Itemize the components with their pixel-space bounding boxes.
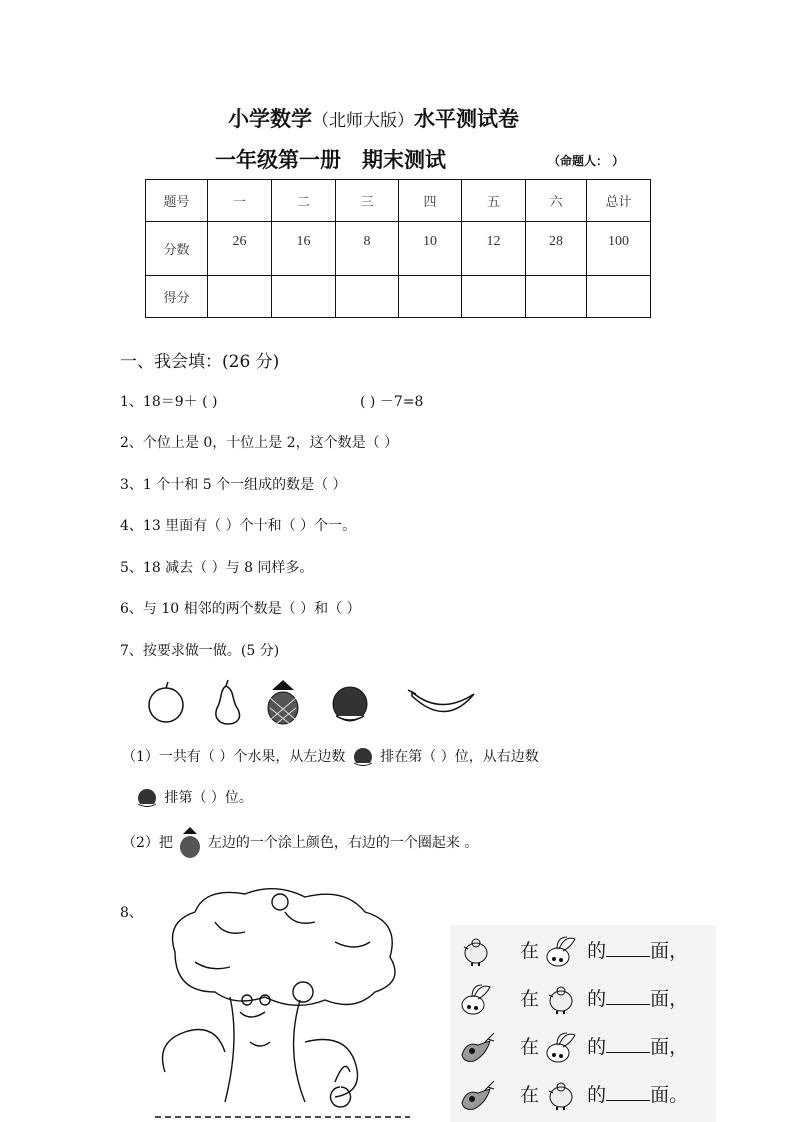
score-input-cell[interactable] xyxy=(336,276,399,318)
text: 在 xyxy=(520,1036,540,1058)
question-8-label: 8、 xyxy=(120,905,143,921)
table-cell: 题号 xyxy=(146,180,208,222)
table-cell: 分数 xyxy=(146,222,208,276)
score-input-cell[interactable] xyxy=(208,276,272,318)
table-cell: 三 xyxy=(336,180,399,222)
table-cell: 四 xyxy=(399,180,462,222)
chick-icon xyxy=(545,1079,581,1113)
banana-icon xyxy=(408,690,474,712)
text: 排在第（ ）位，从右边数 xyxy=(380,749,539,765)
table-cell: 16 xyxy=(272,222,336,276)
text: （2）把 xyxy=(122,835,173,851)
answer-blank[interactable] xyxy=(606,1004,650,1005)
exam-title xyxy=(228,103,519,133)
score-input-cell[interactable] xyxy=(462,276,526,318)
question-7-part1-cont xyxy=(134,786,253,810)
position-row xyxy=(460,1079,688,1113)
text: 面。 xyxy=(650,1084,689,1106)
question-4: 4、13 里面有（ ）个十和（ ）个一。 xyxy=(120,518,357,534)
answer-blank[interactable] xyxy=(606,956,650,957)
text: 左边的一个涂上颜色，右边的一个圈起来 。 xyxy=(207,835,479,851)
tree-illustration xyxy=(155,882,415,1122)
text: 面， xyxy=(650,940,689,962)
text: 在 xyxy=(520,940,540,962)
text: 的 xyxy=(587,988,607,1010)
text: 排第（ ）位。 xyxy=(164,790,253,806)
question-2: 2、个位上是 0，十位上是 2，这个数是（ ） xyxy=(120,435,399,451)
chick-icon xyxy=(460,935,496,969)
question-1b: ( ) －7=8 xyxy=(360,394,424,410)
peach-icon xyxy=(350,745,376,769)
score-input-cell[interactable] xyxy=(272,276,336,318)
text: （1）一共有（ ）个水果，从左边数 xyxy=(122,749,346,765)
text: 的 xyxy=(587,940,607,962)
rabbit-icon xyxy=(460,983,496,1017)
question-7-part1 xyxy=(122,745,539,769)
table-cell: 8 xyxy=(336,222,399,276)
question-1a: 1、18＝9＋ ( ) xyxy=(120,394,218,410)
text: 在 xyxy=(520,1084,540,1106)
exam-subtitle: 一年级第一册 期末测试 xyxy=(215,148,446,172)
text: 面， xyxy=(650,1036,689,1058)
table-cell: 五 xyxy=(462,180,526,222)
question-7: 7、按要求做一做。(5 分) xyxy=(120,643,280,659)
table-cell: 10 xyxy=(399,222,462,276)
score-input-cell[interactable] xyxy=(587,276,651,318)
text: 在 xyxy=(520,988,540,1010)
peach-icon xyxy=(333,687,367,721)
score-input-cell[interactable] xyxy=(526,276,587,318)
rabbit-icon xyxy=(545,1031,581,1065)
table-cell: 一 xyxy=(208,180,272,222)
title-edition: （北师大版） xyxy=(312,111,414,131)
question-6: 6、与 10 相邻的两个数是（ ）和（ ） xyxy=(120,601,361,617)
question-5: 5、18 减去（ ）与 8 同样多。 xyxy=(120,560,314,576)
question-3: 3、1 个十和 5 个一组成的数是（ ） xyxy=(120,477,347,493)
title-part: 水平测试卷 xyxy=(414,107,519,131)
section-heading: 一、我会填：(26 分) xyxy=(120,352,280,372)
table-cell: 28 xyxy=(526,222,587,276)
table-cell: 六 xyxy=(526,180,587,222)
author-label: （命题人： ） xyxy=(548,154,625,168)
table-row xyxy=(146,276,651,318)
text: 的 xyxy=(587,1084,607,1106)
answer-blank[interactable] xyxy=(606,1052,650,1053)
table-cell: 得分 xyxy=(146,276,208,318)
table-cell: 12 xyxy=(462,222,526,276)
score-input-cell[interactable] xyxy=(399,276,462,318)
deer-icon xyxy=(460,1031,496,1065)
apple-icon xyxy=(149,682,183,722)
rabbit-icon xyxy=(545,935,581,969)
fruit-row xyxy=(140,678,480,726)
table-cell: 100 xyxy=(587,222,651,276)
table-cell: 26 xyxy=(208,222,272,276)
position-row xyxy=(460,935,688,969)
table-row xyxy=(146,222,651,276)
question-7-part2 xyxy=(122,826,478,860)
text: 的 xyxy=(587,1036,607,1058)
pear-icon xyxy=(216,680,240,724)
position-row xyxy=(460,1031,688,1065)
answer-blank[interactable] xyxy=(606,1100,650,1101)
text: 面， xyxy=(650,988,689,1010)
table-cell: 总计 xyxy=(587,180,651,222)
pineapple-icon xyxy=(268,680,298,724)
title-part: 小学数学 xyxy=(228,107,312,131)
peach-icon xyxy=(134,786,160,810)
table-cell: 二 xyxy=(272,180,336,222)
pineapple-icon xyxy=(177,826,203,860)
table-row xyxy=(146,180,651,222)
chick-icon xyxy=(545,983,581,1017)
score-table xyxy=(145,179,651,318)
position-row xyxy=(460,983,688,1017)
deer-icon xyxy=(460,1079,496,1113)
